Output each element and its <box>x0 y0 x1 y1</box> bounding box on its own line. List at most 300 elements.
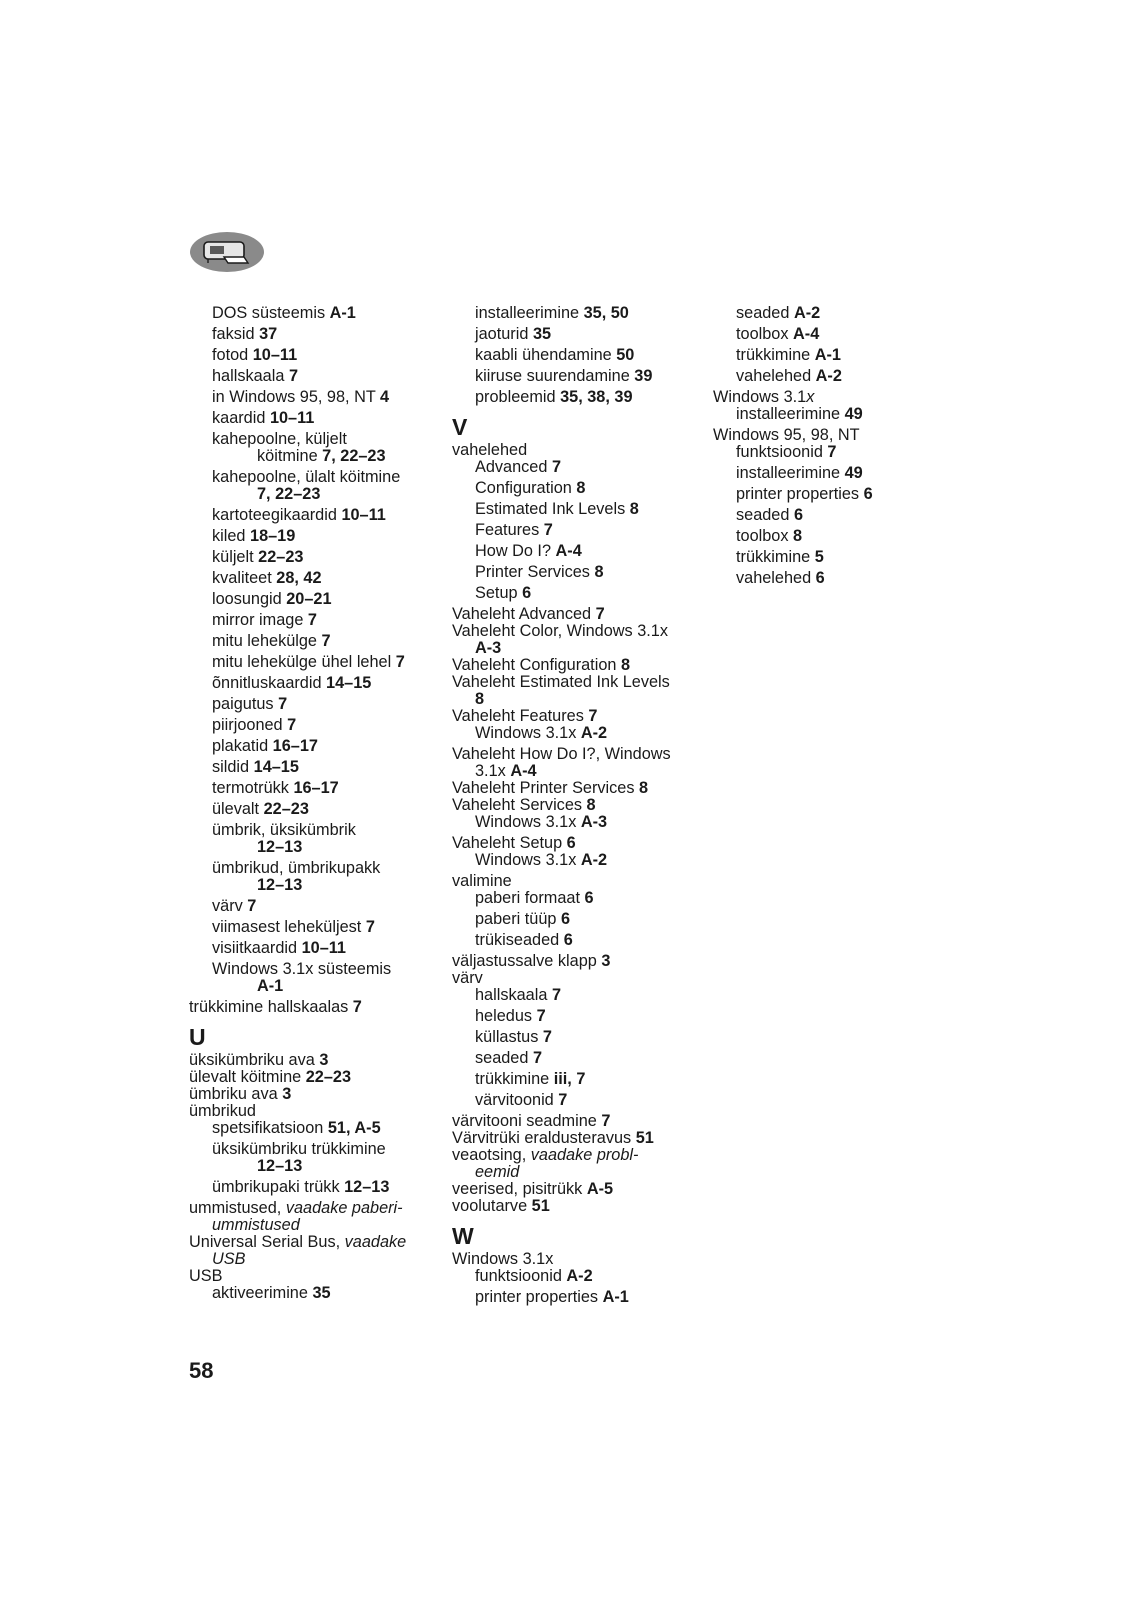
entry-page-ref: 8 <box>586 796 596 814</box>
index-entry <box>189 448 439 465</box>
index-entry <box>452 326 702 343</box>
entry-see-reference: x <box>806 388 815 406</box>
index-entry <box>189 898 439 915</box>
index-entry <box>452 1029 702 1046</box>
entry-page-ref: iii, 7 <box>553 1070 586 1088</box>
index-entry <box>452 725 702 742</box>
index-entry <box>452 480 702 497</box>
entry-page-ref: 7 <box>595 605 605 623</box>
index-entry <box>189 961 439 978</box>
entry-page-ref: 22–23 <box>258 548 304 566</box>
entry-page-ref: A-2 <box>580 851 608 869</box>
index-entry <box>452 763 702 780</box>
entry-page-ref: A-1 <box>602 1288 629 1306</box>
index-entry <box>189 1052 439 1069</box>
index-entry <box>452 501 702 518</box>
index-entry <box>713 465 963 482</box>
index-entry <box>452 522 702 539</box>
entry-page-ref: 7 <box>307 611 317 629</box>
entry-see-reference: vaadake probl- <box>530 1146 639 1164</box>
entry-page-ref: 7 <box>542 1028 552 1046</box>
entry-term: 3.1x <box>475 762 511 780</box>
entry-term: ümbrikud <box>189 1102 256 1120</box>
index-entry <box>189 469 439 486</box>
entry-term: Windows 3.1x <box>452 1250 554 1268</box>
entry-term: Vaheleht Estimated Ink Levels <box>452 673 670 691</box>
entry-term: veerised, pisitrükk <box>452 1180 587 1198</box>
entry-page-ref: 7 <box>601 1112 611 1130</box>
index-entry <box>452 543 702 560</box>
entry-see-reference: USB <box>212 1250 246 1268</box>
index-entry <box>713 570 963 587</box>
index-entry <box>189 1179 439 1196</box>
index-entry <box>189 738 439 755</box>
index-entry <box>189 1158 439 1175</box>
index-column-3 <box>713 305 963 591</box>
entry-page-ref: 6 <box>561 910 571 928</box>
entry-term: viimasest leheküljest <box>212 918 366 936</box>
entry-term: printer properties <box>475 1288 603 1306</box>
entry-page-ref: 51 <box>531 1197 550 1215</box>
entry-page-ref: 7 <box>536 1007 546 1025</box>
index-entry <box>189 877 439 894</box>
index-entry <box>713 326 963 343</box>
entry-page-ref: A-3 <box>580 813 608 831</box>
entry-page-ref: A-4 <box>793 325 820 343</box>
entry-page-ref: 12–13 <box>257 876 303 894</box>
index-entry <box>452 1268 702 1285</box>
index-entry <box>189 860 439 877</box>
entry-term: seaded <box>475 1049 533 1067</box>
entry-term: Estimated Ink Levels <box>475 500 630 518</box>
index-entry <box>452 970 702 987</box>
entry-term: kaabli ühendamine <box>475 346 617 364</box>
entry-page-ref: 37 <box>259 325 278 343</box>
entry-term: installeerimine <box>736 464 845 482</box>
index-entry <box>452 890 702 907</box>
entry-page-ref: 14–15 <box>326 674 372 692</box>
entry-term: loosungid <box>212 590 287 608</box>
entry-term: aktiveerimine <box>212 1284 313 1302</box>
entry-term: Features <box>475 521 544 539</box>
entry-term: trükkimine <box>736 548 815 566</box>
entry-term: ülevalt köitmine <box>189 1068 306 1086</box>
entry-term: sildid <box>212 758 254 776</box>
entry-page-ref: 39 <box>634 367 653 385</box>
entry-term: seaded <box>736 506 794 524</box>
entry-see-reference: vaadake paberi- <box>285 1199 403 1217</box>
entry-page-ref: 10–11 <box>252 346 298 364</box>
page-number: 58 <box>189 1358 214 1383</box>
entry-page-ref: 49 <box>844 405 863 423</box>
entry-page-ref: 6 <box>815 569 825 587</box>
index-entry <box>189 1251 439 1268</box>
index-entry <box>189 528 439 545</box>
index-entry <box>452 1071 702 1088</box>
entry-term: visiitkaardid <box>212 939 302 957</box>
entry-term: trükkimine hallskaalas <box>189 998 353 1016</box>
entry-page-ref: 7 <box>827 443 837 461</box>
index-entry <box>713 368 963 385</box>
index-entry <box>452 674 702 691</box>
entry-term: üksikümbriku trükkimine <box>212 1140 386 1158</box>
entry-page-ref: 12–13 <box>257 838 303 856</box>
entry-page-ref: 18–19 <box>250 527 296 545</box>
entry-term: kaardid <box>212 409 270 427</box>
index-column-2 <box>452 305 702 1310</box>
entry-term: Windows 3.1x süsteemis <box>212 960 392 978</box>
entry-term: mitu lehekülge ühel lehel <box>212 653 396 671</box>
entry-page-ref: A-5 <box>586 1180 614 1198</box>
index-entry <box>189 1141 439 1158</box>
entry-term: õnnitluskaardid <box>212 674 327 692</box>
entry-page-ref: 16–17 <box>293 779 339 797</box>
entry-term: valimine <box>452 872 512 890</box>
entry-page-ref: 35, 50 <box>583 304 629 322</box>
entry-term: heledus <box>475 1007 537 1025</box>
entry-term: piirjooned <box>212 716 288 734</box>
entry-page-ref: 7, 22–23 <box>322 447 386 465</box>
index-entry <box>713 549 963 566</box>
index-entry <box>189 410 439 427</box>
entry-term: spetsifikatsioon <box>212 1119 328 1137</box>
index-entry <box>452 932 702 949</box>
entry-page-ref: 51, A-5 <box>327 1119 381 1137</box>
index-entry <box>452 797 702 814</box>
entry-term: Universal Serial Bus, <box>189 1233 345 1251</box>
index-entry <box>452 814 702 831</box>
entry-term: Setup <box>475 584 523 602</box>
entry-page-ref: 12–13 <box>257 1157 303 1175</box>
index-entry <box>452 1113 702 1130</box>
index-entry <box>189 1217 439 1234</box>
entry-term: jaoturid <box>475 325 533 343</box>
index-entry <box>452 389 702 406</box>
index-entry <box>189 1103 439 1120</box>
index-entry <box>189 696 439 713</box>
entry-term: üksikümbriku ava <box>189 1051 320 1069</box>
entry-term: toolbox <box>736 325 794 343</box>
entry-page-ref: 5 <box>814 548 824 566</box>
index-entry <box>189 717 439 734</box>
entry-term: vahelehed <box>736 569 816 587</box>
entry-term: Windows 3.1x <box>475 851 581 869</box>
entry-page-ref: 8 <box>576 479 586 497</box>
index-entry <box>452 585 702 602</box>
entry-term: Printer Services <box>475 563 595 581</box>
entry-page-ref: A-1 <box>257 977 284 995</box>
index-entry <box>189 801 439 818</box>
entry-page-ref: 51 <box>635 1129 654 1147</box>
index-entry <box>452 442 702 459</box>
index-entry <box>189 633 439 650</box>
entry-see-reference: ummistused <box>212 1216 300 1234</box>
index-entry <box>189 612 439 629</box>
index-entry <box>189 431 439 448</box>
entry-page-ref: 7, 22–23 <box>257 485 321 503</box>
entry-term: funktsioonid <box>736 443 828 461</box>
entry-term: funktsioonid <box>475 1267 567 1285</box>
index-entry <box>452 1198 702 1215</box>
entry-term: Vaheleht Services <box>452 796 587 814</box>
entry-term: mitu lehekülge <box>212 632 322 650</box>
entry-page-ref: A-3 <box>475 639 502 657</box>
section-letter: W <box>452 1223 474 1249</box>
index-entry <box>189 999 439 1016</box>
entry-page-ref: 7 <box>543 521 553 539</box>
index-entry <box>189 919 439 936</box>
entry-page-ref: A-4 <box>510 762 537 780</box>
entry-page-ref: A-2 <box>580 724 608 742</box>
entry-term: kahepoolne, ülalt köitmine <box>212 468 401 486</box>
entry-term: Windows 3.1 <box>713 388 807 406</box>
index-entry <box>452 368 702 385</box>
entry-term: Configuration <box>475 479 577 497</box>
index-entry <box>189 368 439 385</box>
index-entry <box>713 427 963 444</box>
index-entry <box>189 978 439 995</box>
entry-page-ref: 6 <box>584 889 594 907</box>
entry-term: kiiruse suurendamine <box>475 367 635 385</box>
entry-page-ref: 7 <box>551 986 561 1004</box>
entry-term: trükiseaded <box>475 931 564 949</box>
index-entry <box>452 1050 702 1067</box>
index-entry <box>452 1164 702 1181</box>
entry-term: kahepoolne, küljelt <box>212 430 347 448</box>
entry-page-ref: 7 <box>352 998 362 1016</box>
index-entry <box>452 852 702 869</box>
entry-term: Vaheleht Setup <box>452 834 567 852</box>
entry-page-ref: 22–23 <box>305 1068 352 1086</box>
index-entry <box>713 347 963 364</box>
section-letter: V <box>452 414 468 440</box>
entry-term: seaded <box>736 304 794 322</box>
index-entry <box>452 623 702 640</box>
index-entry <box>189 1268 439 1285</box>
entry-page-ref: 7 <box>278 695 288 713</box>
entry-page-ref: A-1 <box>814 346 841 364</box>
index-entry <box>713 305 963 322</box>
entry-page-ref: 3 <box>282 1085 292 1103</box>
entry-page-ref: 8 <box>620 656 631 674</box>
entry-page-ref: 35 <box>532 325 552 343</box>
entry-term: printer properties <box>736 485 864 503</box>
entry-page-ref: 10–11 <box>341 506 386 524</box>
entry-page-ref: 6 <box>522 584 532 602</box>
entry-page-ref: A-2 <box>815 367 842 385</box>
index-entry <box>452 987 702 1004</box>
index-entry <box>713 507 963 524</box>
index-entry <box>452 953 702 970</box>
entry-term: paberi formaat <box>475 889 585 907</box>
entry-term: küllastus <box>475 1028 543 1046</box>
entry-term: värv <box>452 969 483 987</box>
entry-page-ref: 3 <box>601 952 611 970</box>
entry-page-ref: 4 <box>380 388 390 406</box>
index-entry <box>452 835 702 852</box>
entry-term: Vaheleht Advanced <box>452 605 596 623</box>
entry-page-ref: 50 <box>616 346 635 364</box>
index-entry <box>452 640 702 657</box>
index-entry <box>189 940 439 957</box>
index-entry <box>452 873 702 890</box>
index-entry <box>452 564 702 581</box>
index-entry <box>189 326 439 343</box>
index-entry <box>189 507 439 524</box>
entry-term: trükkimine <box>736 346 815 364</box>
entry-term: köitmine <box>257 447 323 465</box>
entry-term: hallskaala <box>212 367 289 385</box>
entry-page-ref: 35, 38, 39 <box>560 388 633 406</box>
entry-term: veaotsing, <box>452 1146 531 1164</box>
entry-term: installeerimine <box>475 304 584 322</box>
entry-term: värvitooni seadmine <box>452 1112 602 1130</box>
printer-icon <box>188 230 266 274</box>
entry-term: värvitoonid <box>475 1091 559 1109</box>
entry-page-ref: 8 <box>594 563 604 581</box>
index-entry <box>452 606 702 623</box>
index-entry <box>189 1086 439 1103</box>
index-entry <box>189 591 439 608</box>
entry-term: ümbrik, üksikümbrik <box>212 821 356 839</box>
entry-term: kiled <box>212 527 251 545</box>
entry-see-reference: eemid <box>475 1163 520 1181</box>
entry-term: küljelt <box>212 548 259 566</box>
entry-page-ref: 35 <box>312 1284 331 1302</box>
entry-page-ref: 7 <box>588 707 598 725</box>
entry-term: plakatid <box>212 737 273 755</box>
entry-term: Värvitrüki eraldusteravus <box>452 1129 636 1147</box>
index-entry <box>189 347 439 364</box>
entry-page-ref: A-2 <box>793 304 821 322</box>
index-entry <box>713 406 963 423</box>
entry-term: Vaheleht Features <box>452 707 589 725</box>
index-entry <box>713 486 963 503</box>
entry-term: ülevalt <box>212 800 264 818</box>
index-column-1 <box>189 305 439 1306</box>
entry-term: fotod <box>212 346 253 364</box>
index-entry <box>189 654 439 671</box>
entry-page-ref: 7 <box>288 367 298 385</box>
index-entry <box>713 389 963 406</box>
entry-term: kvaliteet <box>212 569 277 587</box>
index-entry <box>189 486 439 503</box>
entry-page-ref: 7 <box>287 716 297 734</box>
index-entry <box>713 528 963 545</box>
index-entry <box>189 549 439 566</box>
entry-term: toolbox <box>736 527 794 545</box>
index-entry <box>189 822 439 839</box>
index-entry <box>452 1289 702 1306</box>
index-entry <box>452 780 702 797</box>
entry-page-ref: 7 <box>321 632 331 650</box>
entry-page-ref: 28, 42 <box>276 569 322 587</box>
entry-page-ref: 3 <box>319 1051 329 1069</box>
index-entry <box>189 1200 439 1217</box>
entry-page-ref: 8 <box>629 500 639 518</box>
entry-term: Advanced <box>475 458 552 476</box>
entry-term: in Windows 95, 98, NT <box>212 388 381 406</box>
entry-term: Windows 3.1x <box>475 724 581 742</box>
entry-page-ref: 6 <box>793 506 804 524</box>
index-entry <box>452 305 702 322</box>
index-entry <box>452 1147 702 1164</box>
entry-term: installeerimine <box>736 405 845 423</box>
index-entry <box>189 1234 439 1251</box>
index-entry <box>189 675 439 692</box>
index-entry <box>452 1008 702 1025</box>
entry-term: voolutarve <box>452 1197 532 1215</box>
index-entry <box>452 657 702 674</box>
entry-page-ref: 10–11 <box>269 409 315 427</box>
entry-term: Vaheleht How Do I?, Windows <box>452 745 671 763</box>
section-letter: U <box>189 1024 206 1050</box>
entry-page-ref: A-2 <box>566 1267 593 1285</box>
entry-term: paberi tüüp <box>475 910 561 928</box>
entry-page-ref: 20–21 <box>286 590 332 608</box>
index-entry <box>452 1251 702 1268</box>
entry-page-ref: 6 <box>863 485 873 503</box>
entry-page-ref: 7 <box>365 918 375 936</box>
index-entry <box>713 444 963 461</box>
index-entry <box>189 570 439 587</box>
entry-term: probleemid <box>475 388 561 406</box>
entry-page-ref: 7 <box>247 897 257 915</box>
entry-term: Vaheleht Printer Services <box>452 779 640 797</box>
entry-term: trükkimine <box>475 1070 554 1088</box>
entry-page-ref: 16–17 <box>272 737 318 755</box>
entry-term: ümbriku ava <box>189 1085 283 1103</box>
index-entry <box>189 759 439 776</box>
entry-page-ref: A-4 <box>555 542 582 560</box>
entry-page-ref: A-1 <box>329 304 356 322</box>
entry-term: värv <box>212 897 248 915</box>
entry-term: DOS süsteemis <box>212 304 330 322</box>
entry-term: vahelehed <box>452 441 528 459</box>
entry-page-ref: 7 <box>551 458 562 476</box>
entry-term: paigutus <box>212 695 279 713</box>
entry-term: Vaheleht Color, Windows 3.1x <box>452 622 668 640</box>
entry-term: vahelehed <box>736 367 816 385</box>
entry-term: Vaheleht Configuration <box>452 656 621 674</box>
entry-term: Windows 95, 98, NT <box>713 426 860 444</box>
index-entry <box>452 459 702 476</box>
index-entry <box>189 839 439 856</box>
index-entry <box>189 780 439 797</box>
entry-term: hallskaala <box>475 986 552 1004</box>
entry-term: ümbrikud, ümbrikupakk <box>212 859 381 877</box>
entry-page-ref: 7 <box>558 1091 568 1109</box>
entry-page-ref: 14–15 <box>253 758 299 776</box>
index-entry <box>452 911 702 928</box>
index-entry <box>452 1092 702 1109</box>
entry-term: Windows 3.1x <box>475 813 581 831</box>
index-entry <box>189 1120 439 1137</box>
index-entry <box>452 746 702 763</box>
entry-term: faksid <box>212 325 260 343</box>
entry-page-ref: 6 <box>563 931 573 949</box>
entry-term: ummistused, <box>189 1199 286 1217</box>
index-entry <box>189 305 439 322</box>
entry-term: mirror image <box>212 611 308 629</box>
index-entry <box>189 1285 439 1302</box>
entry-page-ref: 7 <box>532 1049 543 1067</box>
index-entry <box>189 389 439 406</box>
entry-page-ref: 8 <box>639 779 649 797</box>
entry-page-ref: 10–11 <box>301 939 346 957</box>
entry-term: How Do I? <box>475 542 556 560</box>
entry-term: termotrükk <box>212 779 294 797</box>
